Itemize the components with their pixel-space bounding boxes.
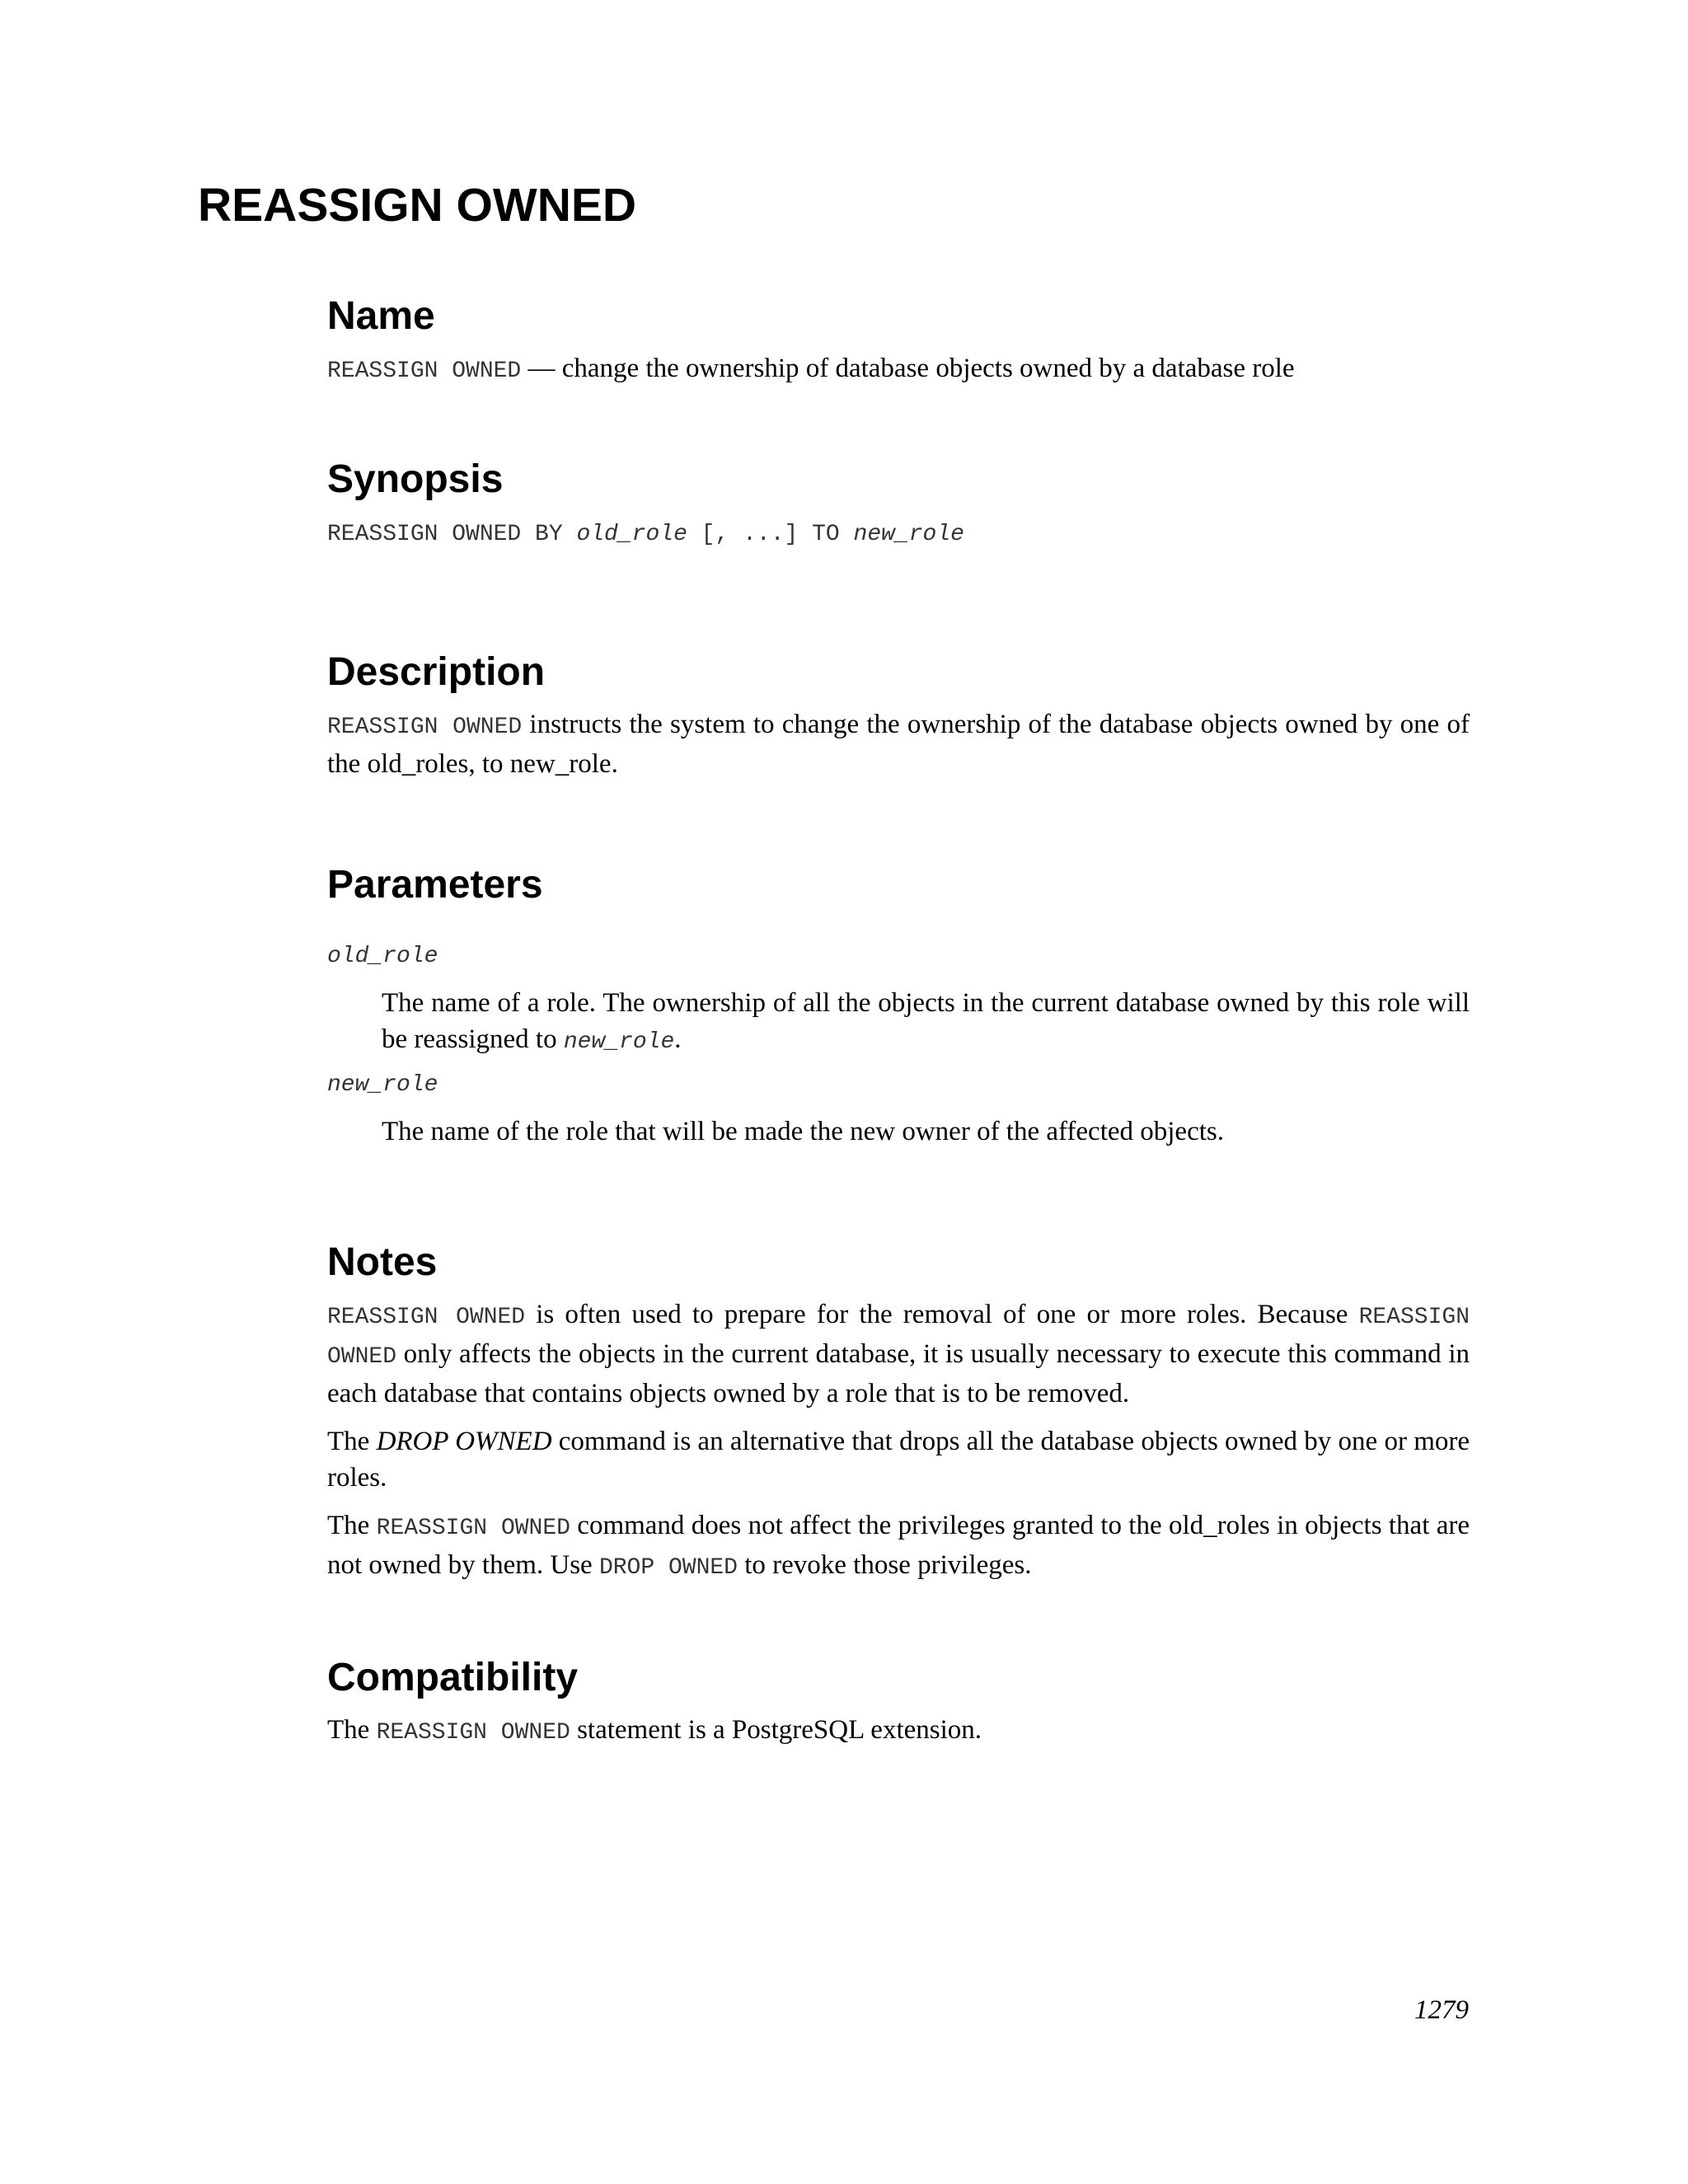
notes-paragraph-1 <box>327 1296 1470 1412</box>
notes-text: to revoke those privileges. <box>737 1550 1032 1581</box>
command-code: REASSIGN OWNED <box>376 1720 570 1746</box>
description-text <box>327 706 1470 782</box>
parameters-section <box>327 862 1470 1150</box>
parameter-definition-code: new_role <box>563 1029 675 1056</box>
parameter-definition-text: The name of a role. The ownership of all the objects in the current database owned by this role will be reassigned to <box>382 988 1470 1055</box>
notes-heading: Notes <box>327 1240 438 1284</box>
name-section <box>327 293 1470 390</box>
synopsis-section <box>327 457 1470 551</box>
notes-text: command does not affect the privileges granted to the old_roles in objects that are not owned by them. Use <box>327 1511 1470 1581</box>
name-heading: Name <box>327 294 435 338</box>
parameter-list <box>327 940 1470 1150</box>
compatibility-text <box>327 1712 1470 1751</box>
synopsis-part2: [, ...] TO <box>687 522 854 548</box>
page-number: 1279 <box>1414 1995 1469 2025</box>
compatibility-section <box>327 1655 1470 1751</box>
parameters-heading: Parameters <box>327 863 543 907</box>
notes-paragraph-2 <box>327 1423 1470 1496</box>
synopsis-code <box>327 518 1470 551</box>
parameter-term-new-role: new_role <box>327 1072 438 1099</box>
description-body: instructs the system to change the ownership of the database objects owned by one of the old_roles, to new_role. <box>327 710 1470 780</box>
synopsis-new-role: new_role <box>853 522 964 548</box>
notes-section <box>327 1240 1470 1586</box>
parameter-definition-end: . <box>674 1024 682 1055</box>
command-code: REASSIGN OWNED <box>327 715 523 741</box>
command-code: DROP OWNED <box>598 1555 738 1582</box>
command-code: REASSIGN OWNED <box>327 1305 1470 1371</box>
command-code: REASSIGN OWNED <box>327 1305 526 1331</box>
synopsis-part1: REASSIGN OWNED BY <box>327 522 577 548</box>
name-description: — change the ownership of database objects owned by a database role <box>521 354 1295 384</box>
notes-text: The <box>327 1427 377 1457</box>
description-section <box>327 649 1470 782</box>
compatibility-heading: Compatibility <box>327 1656 579 1699</box>
compatibility-text-start: The <box>327 1715 377 1746</box>
notes-text: only affects the objects in the current database, it is usually necessary to execute this command in each database that contains objects owned by a role that is to be removed. <box>327 1339 1470 1409</box>
notes-paragraph-3 <box>327 1507 1470 1586</box>
command-code: REASSIGN OWNED <box>327 359 522 385</box>
synopsis-heading: Synopsis <box>327 457 504 501</box>
synopsis-old-role: old_role <box>576 522 687 548</box>
notes-text: The <box>327 1511 377 1541</box>
name-text <box>327 350 1470 390</box>
command-code: REASSIGN OWNED <box>376 1516 570 1542</box>
notes-text: command is an alternative that drops all the database objects owned by one or more roles. <box>327 1427 1470 1493</box>
parameter-term-old-role: old_role <box>327 944 438 970</box>
parameter-definition-old-role <box>327 985 1470 1061</box>
parameter-definition-new-role: The name of the role that will be made the new owner of the affected objects. <box>382 1117 1224 1147</box>
notes-text: is often used to prepare for the removal of one or more roles. Because <box>525 1300 1359 1330</box>
description-heading: Description <box>327 650 546 694</box>
page-title: REASSIGN OWNED <box>198 179 637 232</box>
drop-owned-reference: DROP OWNED <box>376 1427 552 1457</box>
compatibility-text-end: statement is a PostgreSQL extension. <box>570 1715 982 1746</box>
